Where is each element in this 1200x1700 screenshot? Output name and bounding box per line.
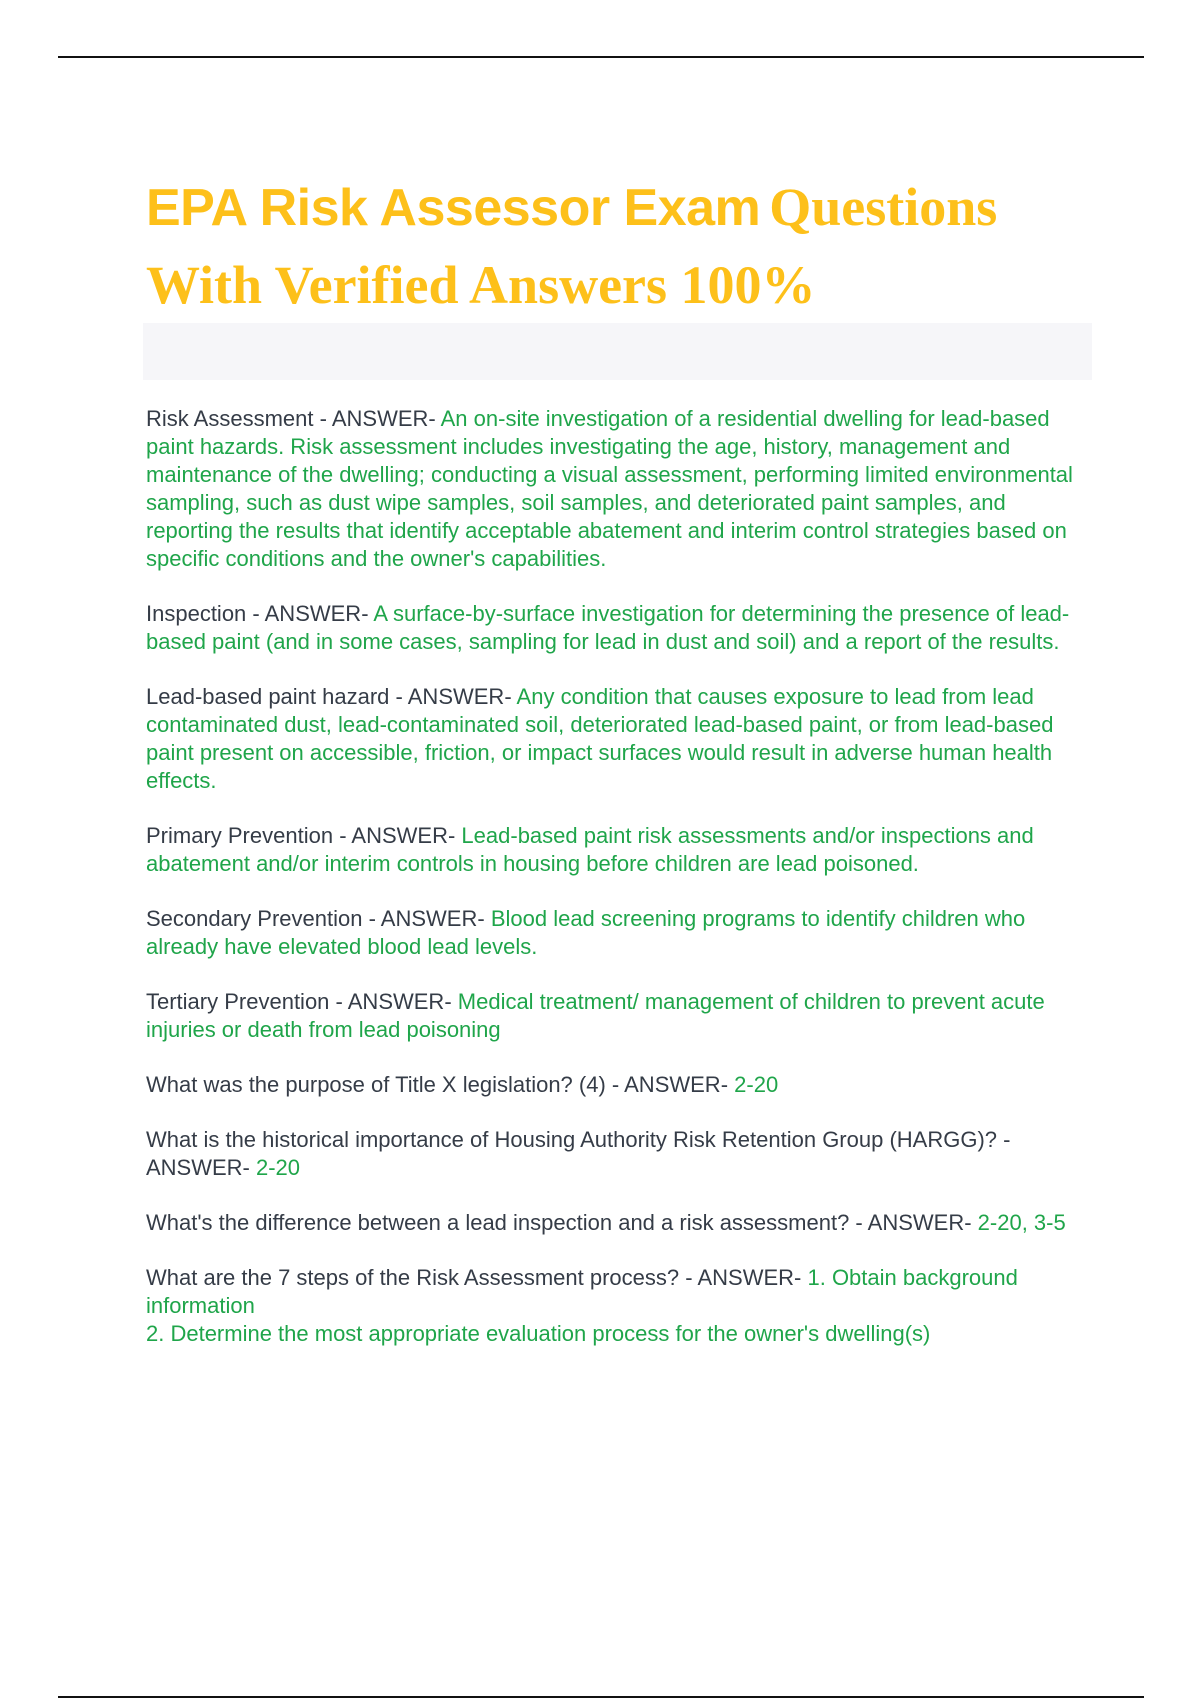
title-part-1: EPA Risk Assessor Exam: [146, 179, 761, 237]
qa-question: Inspection: [146, 601, 247, 626]
qa-separator: - ANSWER-: [679, 1265, 808, 1290]
qa-question: What are the 7 steps of the Risk Assessment process?: [146, 1265, 680, 1290]
title-line-2: With Verified Answers 100%: [146, 255, 816, 315]
qa-separator: - ANSWER-: [389, 684, 517, 709]
qa-separator: - ANSWER-: [329, 989, 458, 1014]
qa-item: [146, 1071, 1092, 1099]
qa-separator: - ANSWER-: [246, 601, 374, 626]
qa-answer: Blood lead screening programs to identify children who already have elevated blood lead levels.: [146, 906, 1026, 959]
qa-item: [146, 905, 1092, 961]
qa-answer: 1. Obtain background information: [146, 1265, 1018, 1318]
qa-answer: Any condition that causes exposure to lead from lead contaminated dust, lead-contaminated soil, deteriorated lead-based paint, or from lead-based paint present on accessible, friction, or impact surfaces would result in adverse human health effects.: [146, 684, 1054, 793]
qa-separator: - ANSWER-: [146, 1127, 1011, 1180]
header-rule: [58, 56, 1144, 58]
qa-answer: A surface-by-surface investigation for determining the presence of lead-based paint (and in some cases, sampling for lead in dust and soil) and a report of the results.: [146, 601, 1070, 654]
qa-list: [146, 405, 1092, 1375]
qa-separator: - ANSWER-: [313, 406, 441, 431]
qa-question: Secondary Prevention: [146, 906, 363, 931]
qa-answer: Medical treatment/ management of children to prevent acute injuries or death from lead poisoning: [146, 989, 1045, 1042]
document-title: [146, 170, 1096, 326]
qa-separator: - ANSWER-: [362, 906, 491, 931]
qa-answer-continued: 2. Determine the most appropriate evaluation process for the owner's dwelling(s): [146, 1321, 931, 1346]
footer-rule: [58, 1696, 1144, 1698]
qa-answer: Lead-based paint risk assessments and/or inspections and abatement and/or interim controls in housing before children are lead poisoned.: [146, 823, 1034, 876]
qa-question: Lead-based paint hazard: [146, 684, 390, 709]
qa-question: What was the purpose of Title X legislation? (4): [146, 1072, 606, 1097]
qa-question: What's the difference between a lead inspection and a risk assessment?: [146, 1210, 850, 1235]
qa-question: What is the historical importance of Housing Authority Risk Retention Group (HARGG)?: [146, 1127, 998, 1152]
qa-item: [146, 683, 1092, 795]
qa-item: [146, 405, 1092, 573]
qa-answer: 2-20: [734, 1072, 779, 1097]
qa-question: Tertiary Prevention: [146, 989, 330, 1014]
qa-separator: - ANSWER-: [849, 1210, 978, 1235]
qa-item: [146, 822, 1092, 878]
qa-item: [146, 1126, 1092, 1182]
title-line-1: [146, 170, 1096, 248]
qa-separator: - ANSWER-: [333, 823, 462, 848]
qa-answer: 2-20, 3-5: [977, 1210, 1066, 1235]
qa-item: [146, 600, 1092, 656]
qa-question: Primary Prevention: [146, 823, 334, 848]
qa-item: [146, 1264, 1092, 1348]
qa-question: Risk Assessment: [146, 406, 314, 431]
qa-answer: 2-20: [256, 1155, 301, 1180]
title-part-2: Questions: [769, 177, 998, 237]
qa-answer: An on-site investigation of a residential dwelling for lead-based paint hazards. Risk assessment includes investigating the age, history, management and maintenance of the dwelling; conducting a visual assessment, performing limited environmental sampling, such as dust wipe samples, soil samples, and deteriorated paint samples, and reporting the results that identify acceptable abatement and interim control strategies based on specific conditions and the owner's capabilities.: [146, 406, 1073, 571]
qa-separator: - ANSWER-: [605, 1072, 735, 1097]
title-spacer-band: [143, 323, 1092, 380]
qa-item: [146, 1209, 1092, 1237]
qa-item: [146, 988, 1092, 1044]
